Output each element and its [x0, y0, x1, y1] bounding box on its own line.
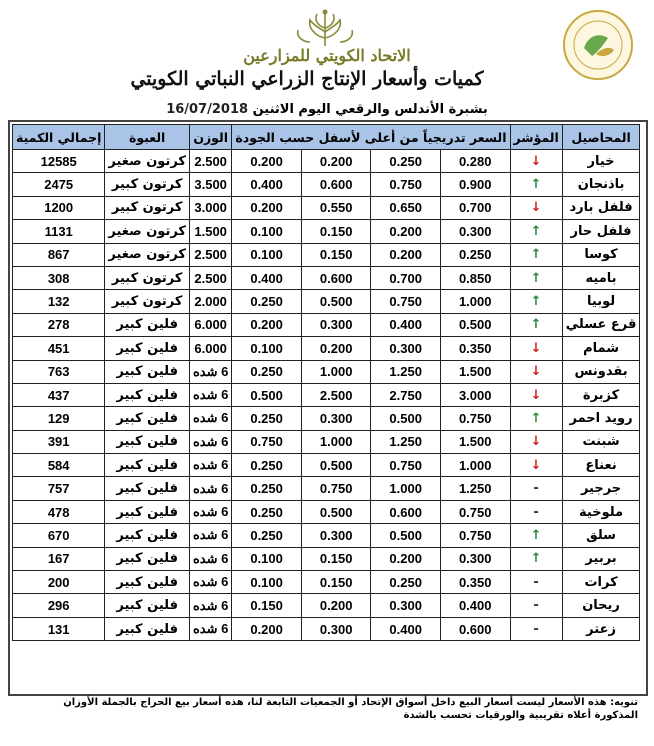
package-cell: فلين كبير	[105, 500, 190, 523]
total-cell: 584	[13, 454, 105, 477]
indicator-cell: ↑	[510, 290, 562, 313]
price-cell: 0.700	[371, 266, 441, 289]
price-cell: 0.300	[371, 594, 441, 617]
price-cell: 0.300	[440, 547, 510, 570]
package-cell: كرتون كبير	[105, 290, 190, 313]
price-cell: 0.100	[232, 571, 302, 594]
col-weight: الوزن	[189, 125, 231, 150]
price-cell: 0.200	[232, 617, 302, 640]
price-cell: 0.700	[440, 196, 510, 219]
col-total: إجمالي الكمية	[13, 125, 105, 150]
total-cell: 129	[13, 407, 105, 430]
subtitle-text: بشبرة الأندلس والرقعي اليوم الاثنين	[252, 102, 488, 117]
weight-cell: 3.500	[189, 173, 231, 196]
price-cell: 1.250	[371, 430, 441, 453]
price-cell: 0.250	[232, 500, 302, 523]
package-cell: فلين كبير	[105, 383, 190, 406]
total-cell: 437	[13, 383, 105, 406]
package-cell: فلين كبير	[105, 313, 190, 336]
indicator-cell: ↓	[510, 337, 562, 360]
price-cell: 1.250	[440, 477, 510, 500]
package-cell: كرتون كبير	[105, 266, 190, 289]
package-cell: فلين كبير	[105, 571, 190, 594]
total-cell: 478	[13, 500, 105, 523]
weight-cell: 6 شده	[189, 383, 231, 406]
crop-cell: رويد احمر	[562, 407, 640, 430]
table-row	[13, 430, 640, 453]
crop-cell: باذنجان	[562, 173, 640, 196]
crop-cell: شبنت	[562, 430, 640, 453]
crop-cell: فلفل بارد	[562, 196, 640, 219]
price-cell: 0.300	[440, 220, 510, 243]
package-cell: فلين كبير	[105, 337, 190, 360]
price-cell: 0.300	[301, 313, 371, 336]
weight-cell: 2.500	[189, 150, 231, 173]
crop-cell: قرع عسلي	[562, 313, 640, 336]
weight-cell: 3.000	[189, 196, 231, 219]
package-cell: كرتون صغير	[105, 243, 190, 266]
crop-cell: لوبيا	[562, 290, 640, 313]
price-cell: 0.600	[371, 500, 441, 523]
page-subtitle	[120, 102, 534, 117]
price-cell: 2.750	[371, 383, 441, 406]
price-cell: 0.250	[232, 454, 302, 477]
price-cell: 0.750	[371, 173, 441, 196]
weight-cell: 6 شده	[189, 571, 231, 594]
weight-cell: 2.000	[189, 290, 231, 313]
table-row	[13, 220, 640, 243]
price-cell: 0.500	[301, 290, 371, 313]
package-cell: فلين كبير	[105, 617, 190, 640]
table-row	[13, 547, 640, 570]
price-cell: 0.500	[371, 407, 441, 430]
indicator-cell: ↑	[510, 220, 562, 243]
price-cell: 0.600	[301, 173, 371, 196]
price-cell: 2.500	[301, 383, 371, 406]
package-cell: فلين كبير	[105, 547, 190, 570]
footer-note: تنويه: هذه الأسعار ليست أسعار البيع داخل أسواق الإتحاد أو الجمعيات التابعة لنا، هذه أسعار بيع الحراج بالجملة الأوزان المذكورة أعلاه تقريبية والورقيات تحسب بالشدة	[63, 697, 638, 721]
price-cell: 0.300	[301, 617, 371, 640]
price-cell: 0.250	[232, 524, 302, 547]
price-cell: 0.250	[371, 150, 441, 173]
price-cell: 0.500	[301, 454, 371, 477]
price-cell: 1.000	[301, 360, 371, 383]
price-cell: 0.850	[440, 266, 510, 289]
price-cell: 0.300	[371, 337, 441, 360]
price-cell: 0.200	[232, 150, 302, 173]
weight-cell: 6 شده	[189, 477, 231, 500]
table-row	[13, 243, 640, 266]
indicator-cell: ↑	[510, 173, 562, 196]
package-cell: فلين كبير	[105, 594, 190, 617]
price-cell: 1.000	[371, 477, 441, 500]
total-cell: 391	[13, 430, 105, 453]
package-cell: فلين كبير	[105, 430, 190, 453]
weight-cell: 6.000	[189, 313, 231, 336]
price-cell: 0.100	[232, 337, 302, 360]
table-row	[13, 266, 640, 289]
price-cell: 0.900	[440, 173, 510, 196]
report-date: 16/07/2018	[166, 102, 249, 117]
weight-cell: 6.000	[189, 337, 231, 360]
price-cell: 0.200	[371, 547, 441, 570]
price-cell: 3.000	[440, 383, 510, 406]
weight-cell: 6 شده	[189, 500, 231, 523]
indicator-cell: ↓	[510, 150, 562, 173]
price-cell: 0.100	[232, 547, 302, 570]
table-row	[13, 407, 640, 430]
indicator-cell: ↓	[510, 383, 562, 406]
total-cell: 131	[13, 617, 105, 640]
total-cell: 132	[13, 290, 105, 313]
crop-cell: سلق	[562, 524, 640, 547]
total-cell: 278	[13, 313, 105, 336]
package-cell: فلين كبير	[105, 524, 190, 547]
indicator-cell: ↑	[510, 243, 562, 266]
price-cell: 1.500	[440, 430, 510, 453]
package-cell: كرتون كبير	[105, 196, 190, 219]
table-row	[13, 571, 640, 594]
total-cell: 451	[13, 337, 105, 360]
crop-cell: باميه	[562, 266, 640, 289]
org-name: الاتحاد الكويتي للمزارعين	[243, 46, 411, 65]
col-crop: المحاصيل	[562, 125, 640, 150]
table-row	[13, 313, 640, 336]
crop-cell: كزبرة	[562, 383, 640, 406]
price-cell: 0.250	[371, 571, 441, 594]
table-row	[13, 500, 640, 523]
indicator-cell: ↓	[510, 430, 562, 453]
price-cell: 0.200	[232, 196, 302, 219]
weight-cell: 6 شده	[189, 454, 231, 477]
total-cell: 167	[13, 547, 105, 570]
weight-cell: 1.500	[189, 220, 231, 243]
price-cell: 0.400	[232, 266, 302, 289]
crop-cell: جرجير	[562, 477, 640, 500]
price-cell: 0.150	[301, 243, 371, 266]
crop-cell: ريحان	[562, 594, 640, 617]
price-cell: 0.250	[232, 477, 302, 500]
col-package: العبوة	[105, 125, 190, 150]
price-cell: 0.350	[440, 337, 510, 360]
price-cell: 0.500	[232, 383, 302, 406]
indicator-cell: -	[510, 617, 562, 640]
indicator-cell: ↓	[510, 196, 562, 219]
price-cell: 0.150	[301, 547, 371, 570]
price-cell: 0.600	[301, 266, 371, 289]
floral-ornament-icon	[290, 8, 360, 48]
total-cell: 1200	[13, 196, 105, 219]
package-cell: فلين كبير	[105, 407, 190, 430]
package-cell: كرتون كبير	[105, 173, 190, 196]
col-price: السعر تدريجياً من أعلى لأسفل حسب الجودة	[232, 125, 510, 150]
indicator-cell: ↑	[510, 266, 562, 289]
total-cell: 757	[13, 477, 105, 500]
total-cell: 670	[13, 524, 105, 547]
price-cell: 0.400	[232, 173, 302, 196]
total-cell: 867	[13, 243, 105, 266]
price-cell: 0.500	[440, 313, 510, 336]
crop-cell: خيار	[562, 150, 640, 173]
total-cell: 2475	[13, 173, 105, 196]
page-title: كميات وأسعار الإنتاج الزراعي النباتي الكويتي	[130, 68, 484, 90]
price-cell: 1.000	[301, 430, 371, 453]
package-cell: كرتون صغير	[105, 220, 190, 243]
price-cell: 0.200	[371, 243, 441, 266]
table-row	[13, 454, 640, 477]
crop-cell: شمام	[562, 337, 640, 360]
price-cell: 0.550	[301, 196, 371, 219]
price-cell: 0.750	[371, 290, 441, 313]
crop-cell: زعتر	[562, 617, 640, 640]
price-cell: 0.750	[440, 524, 510, 547]
weight-cell: 2.500	[189, 243, 231, 266]
price-cell: 0.200	[371, 220, 441, 243]
price-cell: 0.200	[301, 150, 371, 173]
table-row	[13, 290, 640, 313]
table-row	[13, 173, 640, 196]
price-cell: 0.200	[301, 594, 371, 617]
price-cell: 1.250	[371, 360, 441, 383]
table-row	[13, 524, 640, 547]
crop-cell: كوسا	[562, 243, 640, 266]
price-cell: 0.750	[232, 430, 302, 453]
price-cell: 0.200	[301, 337, 371, 360]
col-indicator: المؤشر	[510, 125, 562, 150]
package-cell: فلين كبير	[105, 360, 190, 383]
crop-cell: كرات	[562, 571, 640, 594]
price-cell: 0.150	[301, 220, 371, 243]
weight-cell: 6 شده	[189, 617, 231, 640]
package-cell: فلين كبير	[105, 454, 190, 477]
price-cell: 0.750	[440, 407, 510, 430]
price-cell: 0.150	[301, 571, 371, 594]
total-cell: 200	[13, 571, 105, 594]
table-row	[13, 594, 640, 617]
indicator-cell: ↑	[510, 407, 562, 430]
indicator-cell: -	[510, 571, 562, 594]
crop-cell: بربير	[562, 547, 640, 570]
indicator-cell: ↑	[510, 524, 562, 547]
weight-cell: 6 شده	[189, 594, 231, 617]
price-cell: 0.150	[232, 594, 302, 617]
price-cell: 0.300	[301, 407, 371, 430]
package-cell: كرتون صغير	[105, 150, 190, 173]
price-table	[12, 124, 640, 641]
table-row	[13, 383, 640, 406]
price-cell: 0.500	[371, 524, 441, 547]
indicator-cell: ↑	[510, 313, 562, 336]
weight-cell: 6 شده	[189, 360, 231, 383]
table-row	[13, 477, 640, 500]
table-header-row	[13, 125, 640, 150]
weight-cell: 6 شده	[189, 524, 231, 547]
price-cell: 0.500	[301, 500, 371, 523]
price-cell: 0.100	[232, 220, 302, 243]
price-cell: 0.750	[440, 500, 510, 523]
price-cell: 0.100	[232, 243, 302, 266]
price-cell: 0.400	[371, 617, 441, 640]
price-cell: 0.250	[232, 407, 302, 430]
price-cell: 1.000	[440, 454, 510, 477]
price-cell: 0.400	[440, 594, 510, 617]
price-cell: 0.750	[301, 477, 371, 500]
indicator-cell: -	[510, 500, 562, 523]
price-cell: 0.350	[440, 571, 510, 594]
total-cell: 296	[13, 594, 105, 617]
indicator-cell: ↓	[510, 360, 562, 383]
price-cell: 1.500	[440, 360, 510, 383]
indicator-cell: -	[510, 594, 562, 617]
indicator-cell: ↓	[510, 454, 562, 477]
total-cell: 763	[13, 360, 105, 383]
table-row	[13, 150, 640, 173]
table-row	[13, 617, 640, 640]
crop-cell: نعناع	[562, 454, 640, 477]
indicator-cell: -	[510, 477, 562, 500]
weight-cell: 6 شده	[189, 430, 231, 453]
weight-cell: 6 شده	[189, 407, 231, 430]
table-row	[13, 196, 640, 219]
price-cell: 1.000	[440, 290, 510, 313]
crop-cell: فلفل حار	[562, 220, 640, 243]
crop-cell: ملوخية	[562, 500, 640, 523]
price-cell: 0.750	[371, 454, 441, 477]
total-cell: 12585	[13, 150, 105, 173]
table-row	[13, 360, 640, 383]
price-cell: 0.300	[301, 524, 371, 547]
indicator-cell: ↑	[510, 547, 562, 570]
package-cell: فلين كبير	[105, 477, 190, 500]
price-cell: 0.250	[440, 243, 510, 266]
price-cell: 0.200	[232, 313, 302, 336]
total-cell: 1131	[13, 220, 105, 243]
price-cell: 0.650	[371, 196, 441, 219]
price-cell: 0.250	[232, 360, 302, 383]
price-cell: 0.600	[440, 617, 510, 640]
price-cell: 0.400	[371, 313, 441, 336]
weight-cell: 6 شده	[189, 547, 231, 570]
price-cell: 0.280	[440, 150, 510, 173]
price-cell: 0.250	[232, 290, 302, 313]
crop-cell: بقدونس	[562, 360, 640, 383]
total-cell: 308	[13, 266, 105, 289]
table-row	[13, 337, 640, 360]
weight-cell: 2.500	[189, 266, 231, 289]
